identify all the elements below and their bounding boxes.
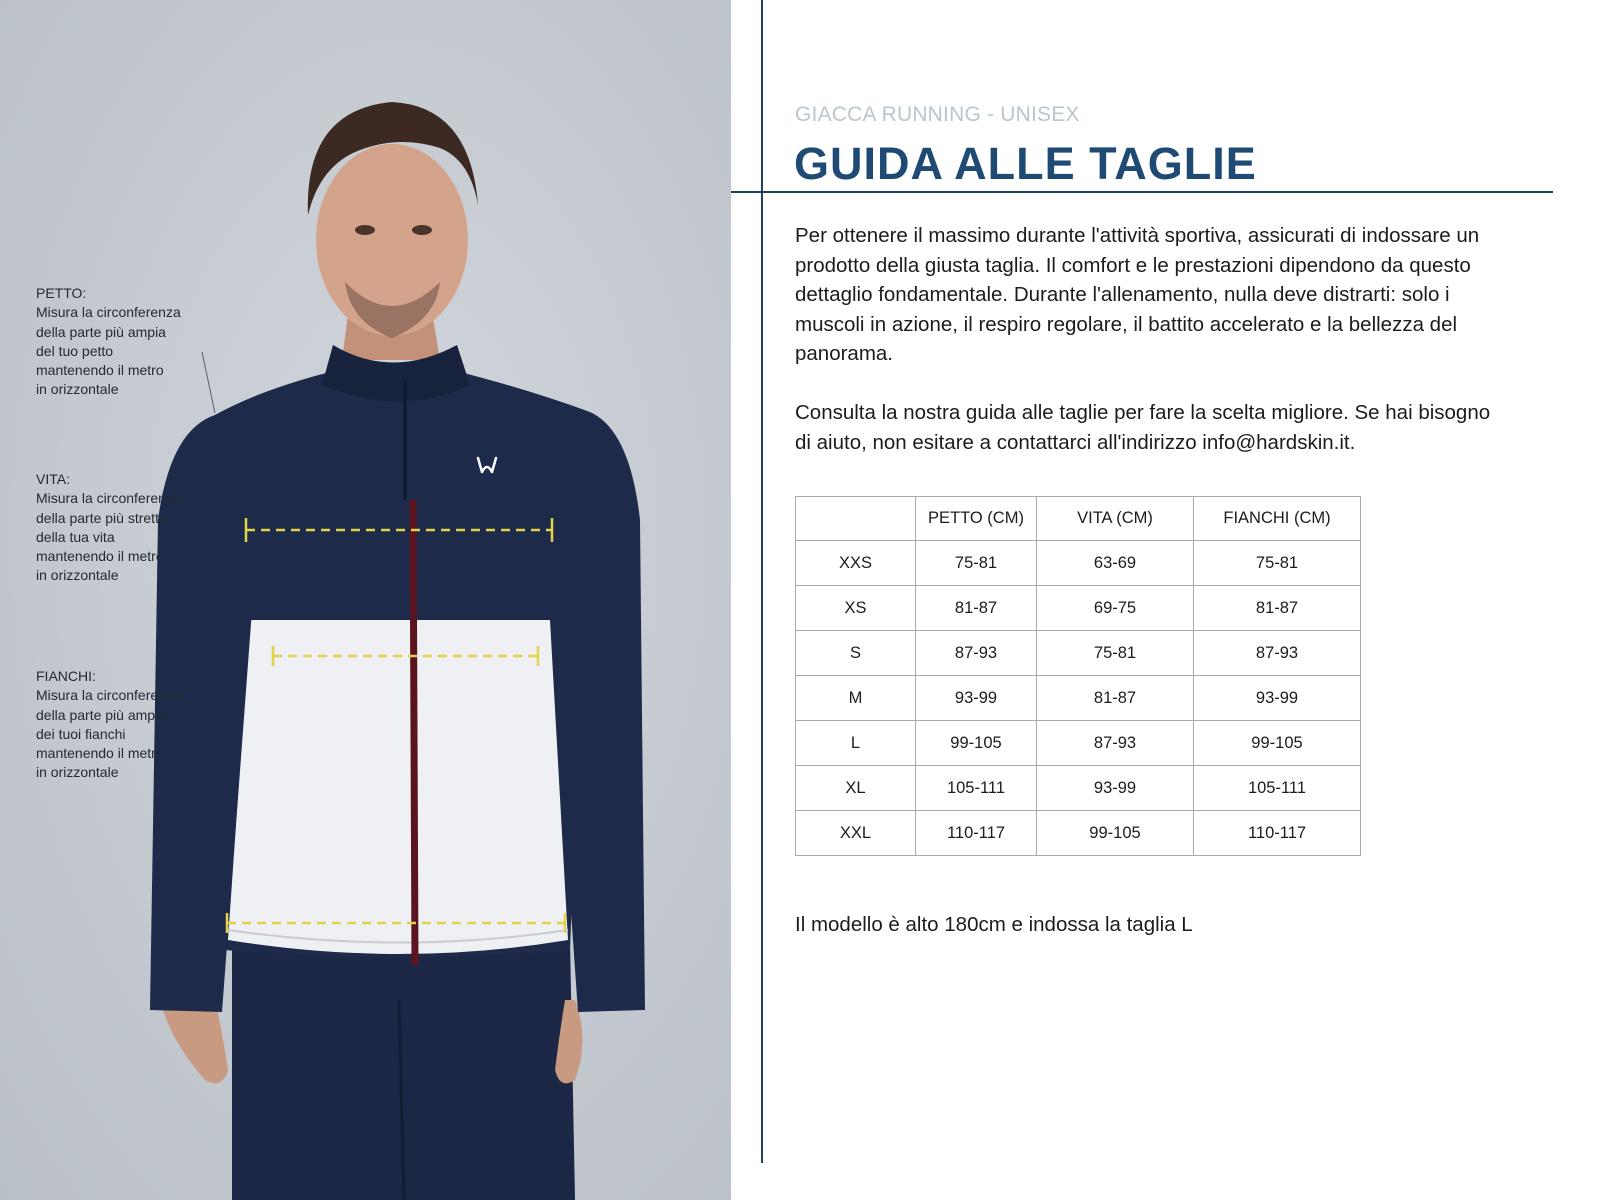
table-cell: 99-105 — [1194, 721, 1361, 766]
table-row — [796, 541, 1361, 586]
annotation-line: dei tuoi fianchi — [36, 725, 126, 742]
model-note: Il modello è alto 180cm e indossa la taglia L — [795, 913, 1193, 936]
table-header-chest: PETTO (CM) — [916, 497, 1037, 541]
table-cell: 87-93 — [1037, 721, 1194, 766]
table-cell: XS — [796, 586, 916, 631]
annotation-line: della tua vita — [36, 528, 115, 545]
table-cell: XL — [796, 766, 916, 811]
intro-paragraph: Per ottenere il massimo durante l'attività sportiva, assicurati di indossare un prodotto della giusta taglia. Il comfort e le prestazioni dipendono da questo dettaglio fondamentale. Durante l'allenamento, nulla deve distrarti: solo i muscoli in azione, il respiro regolare, il battito accelerato e la bellezza del panorama. — [795, 224, 1480, 365]
table-cell: 99-105 — [916, 721, 1037, 766]
vertical-divider — [761, 0, 763, 1163]
product-subtitle: GIACCA RUNNING - UNISEX — [795, 103, 1080, 126]
table-header-row — [796, 497, 1361, 541]
table-cell: 75-81 — [1037, 631, 1194, 676]
table-cell: 93-99 — [1037, 766, 1194, 811]
annotation-line: della parte più ampia — [36, 706, 166, 723]
annotation-label: PETTO: — [36, 285, 87, 301]
annotation-line: della parte più stretta — [36, 509, 167, 526]
table-header-waist: VITA (CM) — [1037, 497, 1194, 541]
model-illustration — [0, 0, 731, 1200]
table-cell: 63-69 — [1037, 541, 1194, 586]
annotation-line: Misura la circonferenza — [36, 304, 181, 321]
consult-paragraph: Consulta la nostra guida alle taglie per fare la scelta migliore. Se hai bisogno di aiuto, non esitare a contattarci all'indirizzo info@hardskin.it. — [795, 401, 1491, 454]
annotation-line: della parte più ampia — [36, 323, 166, 340]
size-table — [795, 496, 1361, 856]
table-cell: 105-111 — [1194, 766, 1361, 811]
table-cell: L — [796, 721, 916, 766]
page-title: GUIDA ALLE TAGLIE — [794, 138, 1257, 189]
table-header-hips: FIANCHI (CM) — [1194, 497, 1361, 541]
table-cell: 93-99 — [916, 676, 1037, 721]
table-cell: XXS — [796, 541, 916, 586]
table-cell: M — [796, 676, 916, 721]
model-photo — [0, 0, 731, 1200]
table-cell: 81-87 — [1037, 676, 1194, 721]
table-cell: 110-117 — [916, 811, 1037, 856]
table-cell: S — [796, 631, 916, 676]
annotation-chest — [36, 284, 206, 400]
table-cell: 81-87 — [1194, 586, 1361, 631]
horizontal-divider — [731, 191, 1553, 193]
table-cell: 99-105 — [1037, 811, 1194, 856]
annotation-label: VITA: — [36, 471, 70, 487]
table-cell: 69-75 — [1037, 586, 1194, 631]
annotation-line: Misura la circonferenza — [36, 687, 181, 704]
annotation-line: del tuo petto — [36, 342, 114, 359]
table-cell: 75-81 — [1194, 541, 1361, 586]
table-cell: 105-111 — [916, 766, 1037, 811]
table-cell: 81-87 — [916, 586, 1037, 631]
table-row — [796, 676, 1361, 721]
table-row — [796, 811, 1361, 856]
annotation-line: Misura la circonferenza — [36, 490, 181, 507]
annotation-label: FIANCHI: — [36, 668, 96, 684]
table-row — [796, 586, 1361, 631]
table-cell: 110-117 — [1194, 811, 1361, 856]
annotation-line: mantenendo il metro — [36, 745, 164, 762]
table-row — [796, 766, 1361, 811]
table-cell: 75-81 — [916, 541, 1037, 586]
table-header-size — [796, 497, 916, 541]
annotation-line: in orizzontale — [36, 567, 119, 584]
annotation-line: in orizzontale — [36, 381, 119, 398]
table-cell: 93-99 — [1194, 676, 1361, 721]
table-row — [796, 721, 1361, 766]
table-cell: 87-93 — [1194, 631, 1361, 676]
annotation-hips — [36, 667, 206, 783]
annotation-waist — [36, 470, 206, 586]
annotation-line: mantenendo il metro — [36, 548, 164, 565]
annotation-line: mantenendo il metro — [36, 362, 164, 379]
table-row — [796, 631, 1361, 676]
annotation-line: in orizzontale — [36, 764, 119, 781]
table-cell: 87-93 — [916, 631, 1037, 676]
table-cell: XXL — [796, 811, 916, 856]
